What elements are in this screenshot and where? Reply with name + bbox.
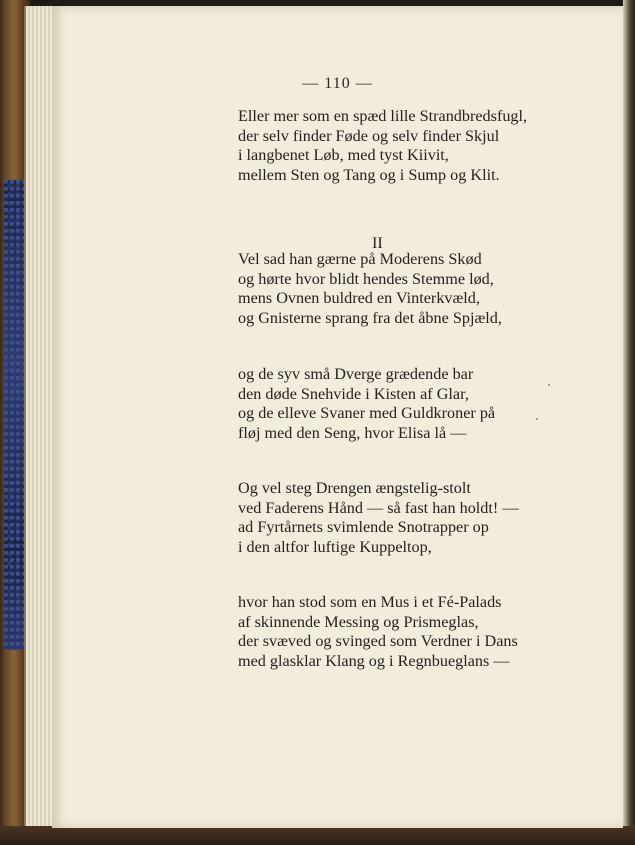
- poem-line: med glasklar Klang og i Regnbueglans —: [238, 651, 510, 670]
- book-cover-bottom-edge: [0, 826, 635, 845]
- section-numeral: II: [372, 234, 383, 252]
- poem-line: fløj med den Seng, hvor Elisa lå —: [238, 423, 467, 442]
- poem-line: der selv finder Føde og selv finder Skjul: [238, 126, 500, 145]
- poem-line: og Gnisterne sprang fra det åbne Spjæld,: [238, 308, 502, 327]
- poem-line: og hørte hvor blidt hendes Stemme lød,: [238, 269, 494, 288]
- paper-speck: [536, 418, 538, 420]
- stanza-3: [238, 365, 495, 443]
- poem-line: den døde Snehvide i Kisten af Glar,: [238, 384, 469, 403]
- poem-line: mens Ovnen buldred en Vinterkvæld,: [238, 289, 480, 308]
- paper-speck: [548, 384, 550, 386]
- poem-line: ad Fyrtårnets svimlende Snotrapper op: [238, 518, 489, 537]
- poem-line: mellem Sten og Tang og i Sump og Klit.: [238, 165, 500, 184]
- book-page: [52, 6, 623, 828]
- poem-line: i langbenet Løb, med tyst Kiivit,: [238, 146, 449, 165]
- poem-line: i den altfor luftige Kuppeltop,: [238, 537, 432, 556]
- poem-line: Vel sad han gærne på Moderens Skød: [238, 250, 482, 268]
- poem-line: Og vel steg Drengen ængstelig-stolt: [238, 479, 471, 497]
- stanza-5: [238, 593, 518, 671]
- poem-line: ved Faderens Hånd — så fast han holdt! —: [238, 498, 519, 517]
- poem-line: hvor han stod som en Mus i et Fé-Palads: [238, 593, 502, 611]
- stanza-1: [238, 107, 527, 185]
- poem-line: og de elleve Svaner med Guldkroner på: [238, 404, 496, 423]
- stanza-4: [238, 479, 519, 557]
- poem-line: der svæved og svinged som Verdner i Dans: [238, 632, 518, 651]
- poem-line: Eller mer som en spæd lille Strandbredsfugl,: [238, 107, 528, 125]
- poem-line: og de syv små Dverge grædende bar: [238, 365, 474, 383]
- book-right-edge: [623, 0, 635, 845]
- marbled-cover-cloth: [4, 180, 26, 650]
- page-number: — 110 —: [302, 75, 373, 92]
- poem-line: af skinnende Messing og Prismeglas,: [238, 612, 479, 631]
- stanza-2: [238, 250, 502, 328]
